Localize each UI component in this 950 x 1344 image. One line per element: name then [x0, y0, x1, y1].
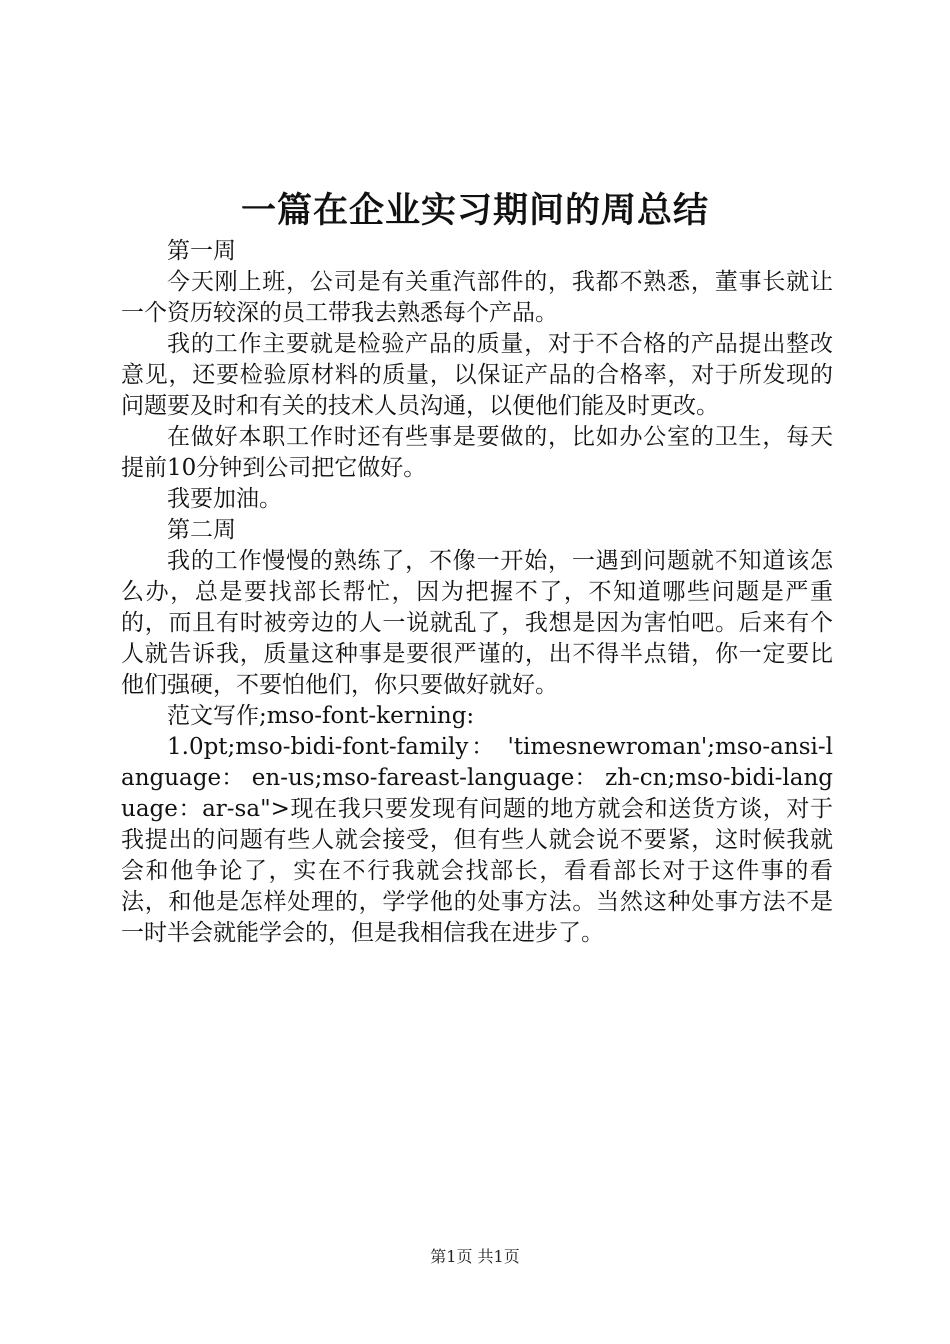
paragraph: 我的工作主要就是检验产品的质量，对于不合格的产品提出整改意见，还要检验原材料的质量，以保证产品的合格率，对于所发现的问题要及时和有关的技术人员沟通，以便他们能及时更改。	[121, 331, 833, 419]
paragraph: 我的工作慢慢的熟练了，不像一开始，一遇到问题就不知道该怎么办，总是要找部长帮忙，因为把握不了，不知道哪些问题是严重的，而且有时被旁边的人一说就乱了，我想是因为害怕吧。后来有个人就告诉我，质量这种事是要很严谨的，出不得半点错，你一定要比他们强硬，不要怕他们，你只要做好就好。	[121, 548, 833, 698]
paragraph: 1.0pt;mso-bidi-font-family： 'timesnewroman';mso-ansi-language： en-us;mso-fareast-language： zh-cn;mso-bidi-language：ar-sa">现在我只要发现有问题的地方就会和送货方谈，对于我提出的问题有些人就会接受，但有些人就会说不要紧，这时候我就会和他争论了，实在不行我就会找部长，看看部长对于这件事的看法，和他是怎样处理的，学学他的处事方法。当然这种处事方法不是一时半会就能学会的，但是我相信我在进步了。	[121, 734, 833, 946]
paragraph: 我要加油。	[167, 486, 282, 512]
document-title: 一篇在企业实习期间的周总结	[240, 190, 709, 231]
paragraph: 范文写作;mso-font-kerning:	[167, 703, 475, 729]
paragraph: 在做好本职工作时还有些事是要做的，比如办公室的卫生，每天提前10分钟到公司把它做好。	[121, 424, 833, 481]
paragraph: 今天刚上班，公司是有关重汽部件的，我都不熟悉，董事长就让一个资历较深的员工带我去熟悉每个产品。	[121, 269, 833, 326]
heading-week-one: 第一周	[167, 238, 236, 264]
heading-week-two: 第二周	[167, 517, 236, 543]
document-body	[121, 236, 833, 949]
page-footer: 第1页 共1页	[430, 1247, 520, 1266]
